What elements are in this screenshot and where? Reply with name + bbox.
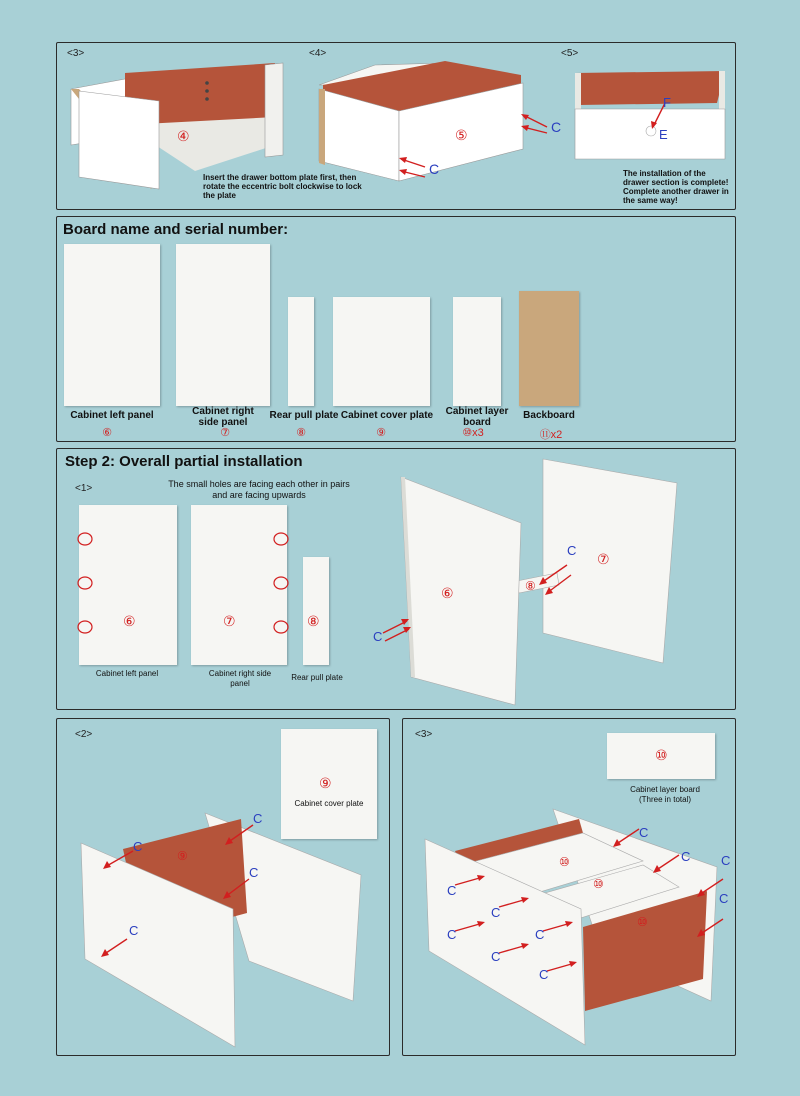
cover-step-serial-9: ⑨: [177, 849, 188, 863]
layer-serial-2: ⑩: [593, 877, 604, 891]
step-3-label: <3>: [67, 48, 85, 59]
board-rear-pull-plate: [288, 297, 314, 406]
board-label-rear-pull-plate: Rear pull plate: [269, 410, 339, 421]
letter-f: F: [663, 95, 671, 110]
letter-c-right: C: [551, 119, 562, 135]
serial-11: ⑪x2: [539, 429, 563, 441]
drawer-step-5-diagram: [571, 67, 729, 163]
step2-label-rear: Rear pull plate: [291, 673, 343, 682]
layer-letter-c-7: C: [447, 927, 457, 942]
step2-serial-8: ⑧: [307, 613, 320, 629]
layer-serial-3: ⑩: [637, 915, 648, 929]
board-label-layer-board: Cabinet layer board: [445, 406, 509, 428]
board-label-right-panel: Cabinet right side panel: [192, 406, 254, 428]
cover-letter-c-3: C: [249, 865, 259, 880]
drawer-step-4-arrows: [387, 101, 567, 181]
letter-c-left: C: [429, 161, 440, 177]
serial-10: ⑩x3: [462, 427, 484, 439]
board-label-left-panel: Cabinet left panel: [70, 410, 154, 421]
board-cabinet-layer-board: [453, 297, 501, 406]
hole-markers: [71, 525, 301, 635]
cover-letter-c-1: C: [133, 839, 143, 854]
cover-letter-c-4: C: [129, 923, 139, 938]
step2-sub-label: <1>: [75, 483, 93, 494]
step2-rear-pull-plate: [303, 557, 329, 665]
layer-letter-c-3: C: [721, 853, 731, 868]
layer-letter-c-10: C: [539, 967, 549, 982]
cover-letter-c-2: C: [253, 811, 263, 826]
drawer-steps-panel: [56, 42, 736, 210]
drawer-step-3-diagram: [65, 61, 291, 191]
assembly-serial-6: ⑥: [441, 585, 454, 601]
board-4-serial: ④: [177, 128, 190, 144]
note-drawer-complete: The installation of the drawer section is complete! Complete another drawer in the same way!: [623, 169, 729, 205]
letter-e: E: [659, 127, 668, 142]
serial-8: ⑧: [296, 427, 306, 439]
layer-letter-c-2: C: [681, 849, 691, 864]
cover-plate-label: Cabinet cover plate: [294, 799, 364, 808]
board-backboard: [519, 291, 579, 406]
assembly-letter-c-top: C: [567, 543, 577, 558]
assembly-serial-8: ⑧: [525, 579, 536, 593]
note-insert-bottom-plate: Insert the drawer bottom plate first, then rotate the eccentric bolt clockwise to lock the plate: [203, 173, 362, 200]
layer-serial-1: ⑩: [559, 855, 570, 869]
step2-title: Step 2: Overall partial installation: [65, 453, 303, 470]
serial-7: ⑦: [220, 427, 230, 439]
layer-letter-c-4: C: [719, 891, 729, 906]
layer-letter-c-6: C: [491, 905, 501, 920]
boards-panel: [56, 216, 736, 442]
board-cabinet-cover-plate: [333, 297, 430, 406]
cover-step-panel: [56, 718, 390, 1056]
serial-9: ⑨: [376, 427, 386, 439]
layer-letter-c-5: C: [447, 883, 457, 898]
step2-note: The small holes are facing each other in pairs and are facing upwards: [168, 479, 350, 500]
cover-step-diagram: [75, 805, 375, 1055]
layer-step-arrows: [443, 819, 733, 999]
assembly-serial-7: ⑦: [597, 551, 610, 567]
step2-panel: [56, 448, 736, 710]
boards-title: Board name and serial number:: [63, 221, 289, 238]
board-label-backboard: Backboard: [523, 410, 575, 421]
step2-label-left: Cabinet left panel: [95, 669, 159, 678]
layer-board-serial: ⑩: [655, 747, 668, 763]
layer-step-label: <3>: [415, 729, 433, 740]
layer-letter-c-1: C: [639, 825, 649, 840]
step2-assembly-diagram: [357, 457, 687, 707]
serial-6: ⑥: [102, 427, 112, 439]
assembly-letter-c-bottom: C: [373, 629, 383, 644]
layer-letter-c-8: C: [535, 927, 545, 942]
step-5-label: <5>: [561, 48, 579, 59]
board-cabinet-left-panel: [64, 244, 160, 406]
layer-step-panel: [402, 718, 736, 1056]
board-5-serial: ⑤: [455, 127, 468, 143]
board-cabinet-right-panel: [176, 244, 270, 406]
step2-serial-6: ⑥: [123, 613, 136, 629]
layer-board-label: Cabinet layer board (Three in total): [630, 785, 700, 804]
step2-serial-7: ⑦: [223, 613, 236, 629]
step2-label-right: Cabinet right side panel: [208, 669, 272, 688]
cover-step-label: <2>: [75, 729, 93, 740]
board-label-cover-plate: Cabinet cover plate: [340, 410, 434, 421]
step-4-label: <4>: [309, 48, 327, 59]
cover-plate-serial: ⑨: [319, 775, 332, 791]
layer-letter-c-9: C: [491, 949, 501, 964]
